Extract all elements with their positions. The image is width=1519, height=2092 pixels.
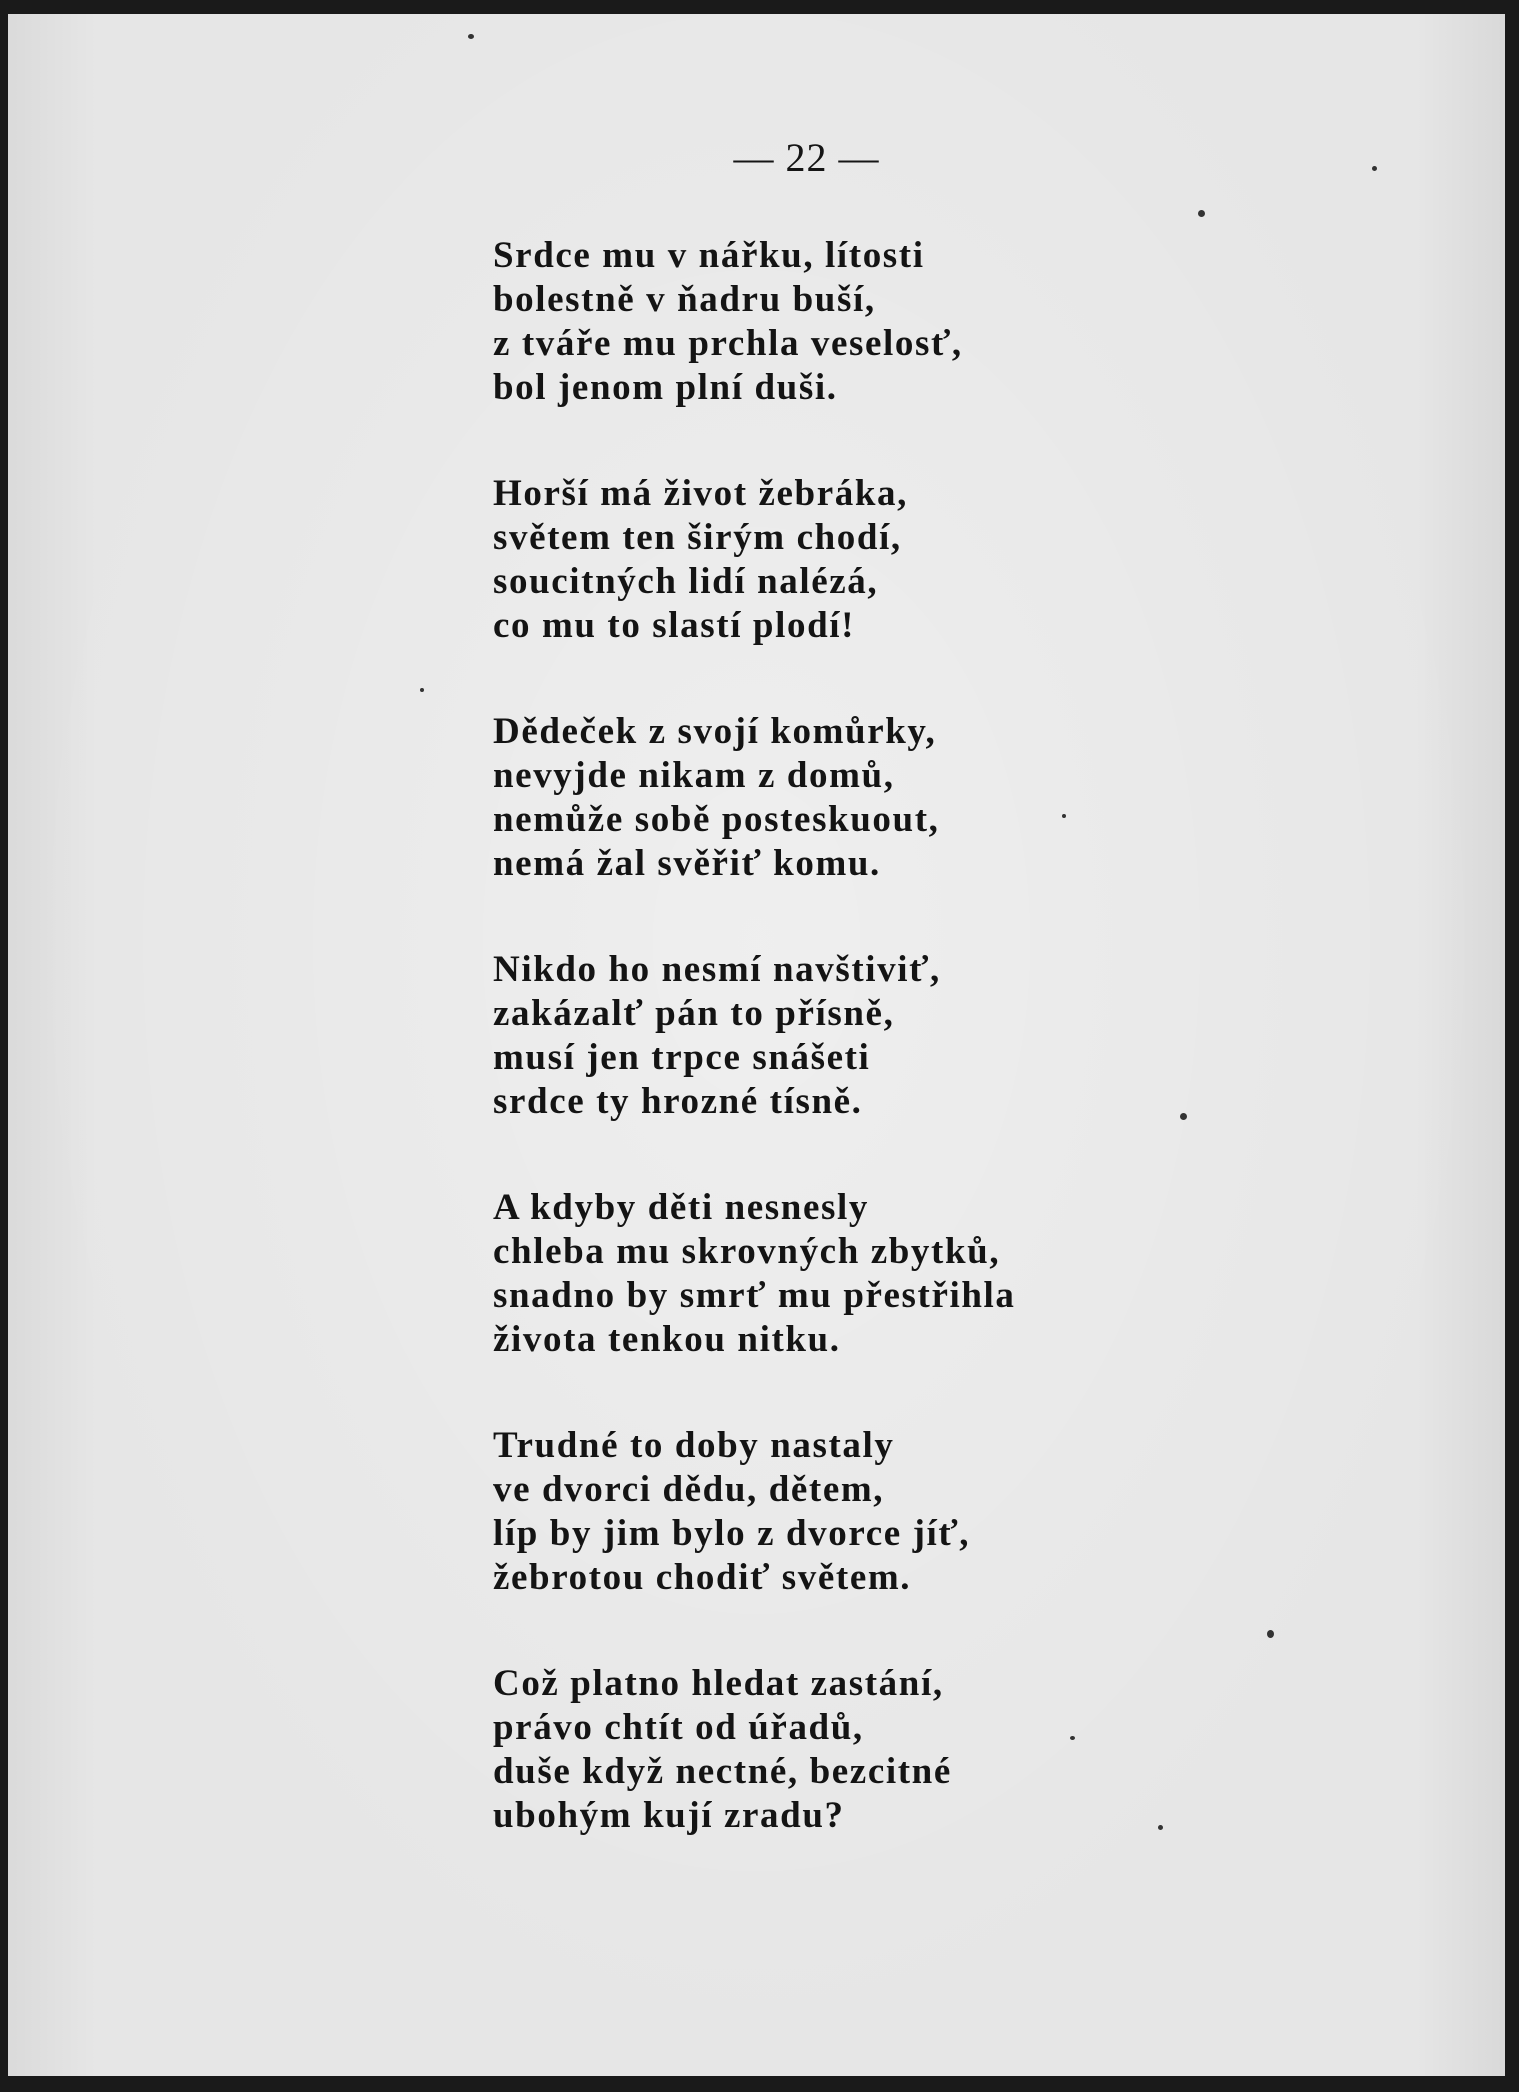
poem-line: bol jenom plní duši. xyxy=(493,367,838,408)
poem-line: Trudné to doby nastaly xyxy=(493,1425,895,1466)
poem-line: Nikdo ho nesmí navštiviť, xyxy=(493,949,941,990)
scan-speck xyxy=(1198,210,1205,217)
poem-line: snadno by smrť mu přestřihla xyxy=(493,1275,1016,1316)
poem-line: Horší má život žebráka, xyxy=(493,473,908,514)
scan-speck xyxy=(1062,814,1066,818)
poem-line: Což platno hledat zastání, xyxy=(493,1663,944,1704)
scan-speck xyxy=(1158,1825,1163,1830)
stanza xyxy=(493,472,1213,648)
poem-line: žebrotou chodiť světem. xyxy=(493,1557,912,1598)
scan-speck xyxy=(468,34,474,39)
scan-speck xyxy=(1180,1113,1187,1120)
poem-line: A kdyby děti nesnesly xyxy=(493,1187,869,1228)
scan-speck xyxy=(420,688,424,692)
poem-line: bolestně v ňadru buší, xyxy=(493,279,876,320)
poem-line: ubohým kují zradu? xyxy=(493,1795,845,1836)
poem-line: světem ten širým chodí, xyxy=(493,517,902,558)
poem-line: srdce ty hrozné tísně. xyxy=(493,1081,863,1122)
stanza xyxy=(493,1424,1213,1600)
stanza xyxy=(493,234,1213,410)
scan-speck xyxy=(1267,1630,1274,1638)
stanza xyxy=(493,1186,1213,1362)
scan-speck xyxy=(1070,1736,1075,1740)
poem-line: nevyjde nikam z domů, xyxy=(493,755,895,796)
poem-line: soucitných lidí nalézá, xyxy=(493,561,879,602)
stanza xyxy=(493,1662,1213,1838)
scan-speck xyxy=(1372,166,1377,171)
poem-line: chleba mu skrovných zbytků, xyxy=(493,1231,1001,1272)
poem-line: duše když nectné, bezcitné xyxy=(493,1751,952,1792)
poem-line: Dědeček z svojí komůrky, xyxy=(493,711,937,752)
poem-line: nemůže sobě posteskuout, xyxy=(493,799,940,840)
book-page xyxy=(8,14,1505,2076)
poem-line: nemá žal svěřiť komu. xyxy=(493,843,881,884)
poem xyxy=(493,234,1213,1900)
poem-line: z tváře mu prchla veselosť, xyxy=(493,323,963,364)
poem-line: ve dvorci dědu, dětem, xyxy=(493,1469,885,1510)
poem-line: Srdce mu v nářku, lítosti xyxy=(493,235,925,276)
poem-line: zakázalť pán to přísně, xyxy=(493,993,895,1034)
poem-line: líp by jim bylo z dvorce jíť, xyxy=(493,1513,971,1554)
poem-line: života tenkou nitku. xyxy=(493,1319,841,1360)
page-number: — 22 — xyxy=(733,135,880,180)
poem-line: co mu to slastí plodí! xyxy=(493,605,856,646)
stanza xyxy=(493,710,1213,886)
poem-line: musí jen trpce snášeti xyxy=(493,1037,871,1078)
stanza xyxy=(493,948,1213,1124)
poem-line: právo chtít od úřadů, xyxy=(493,1707,864,1748)
